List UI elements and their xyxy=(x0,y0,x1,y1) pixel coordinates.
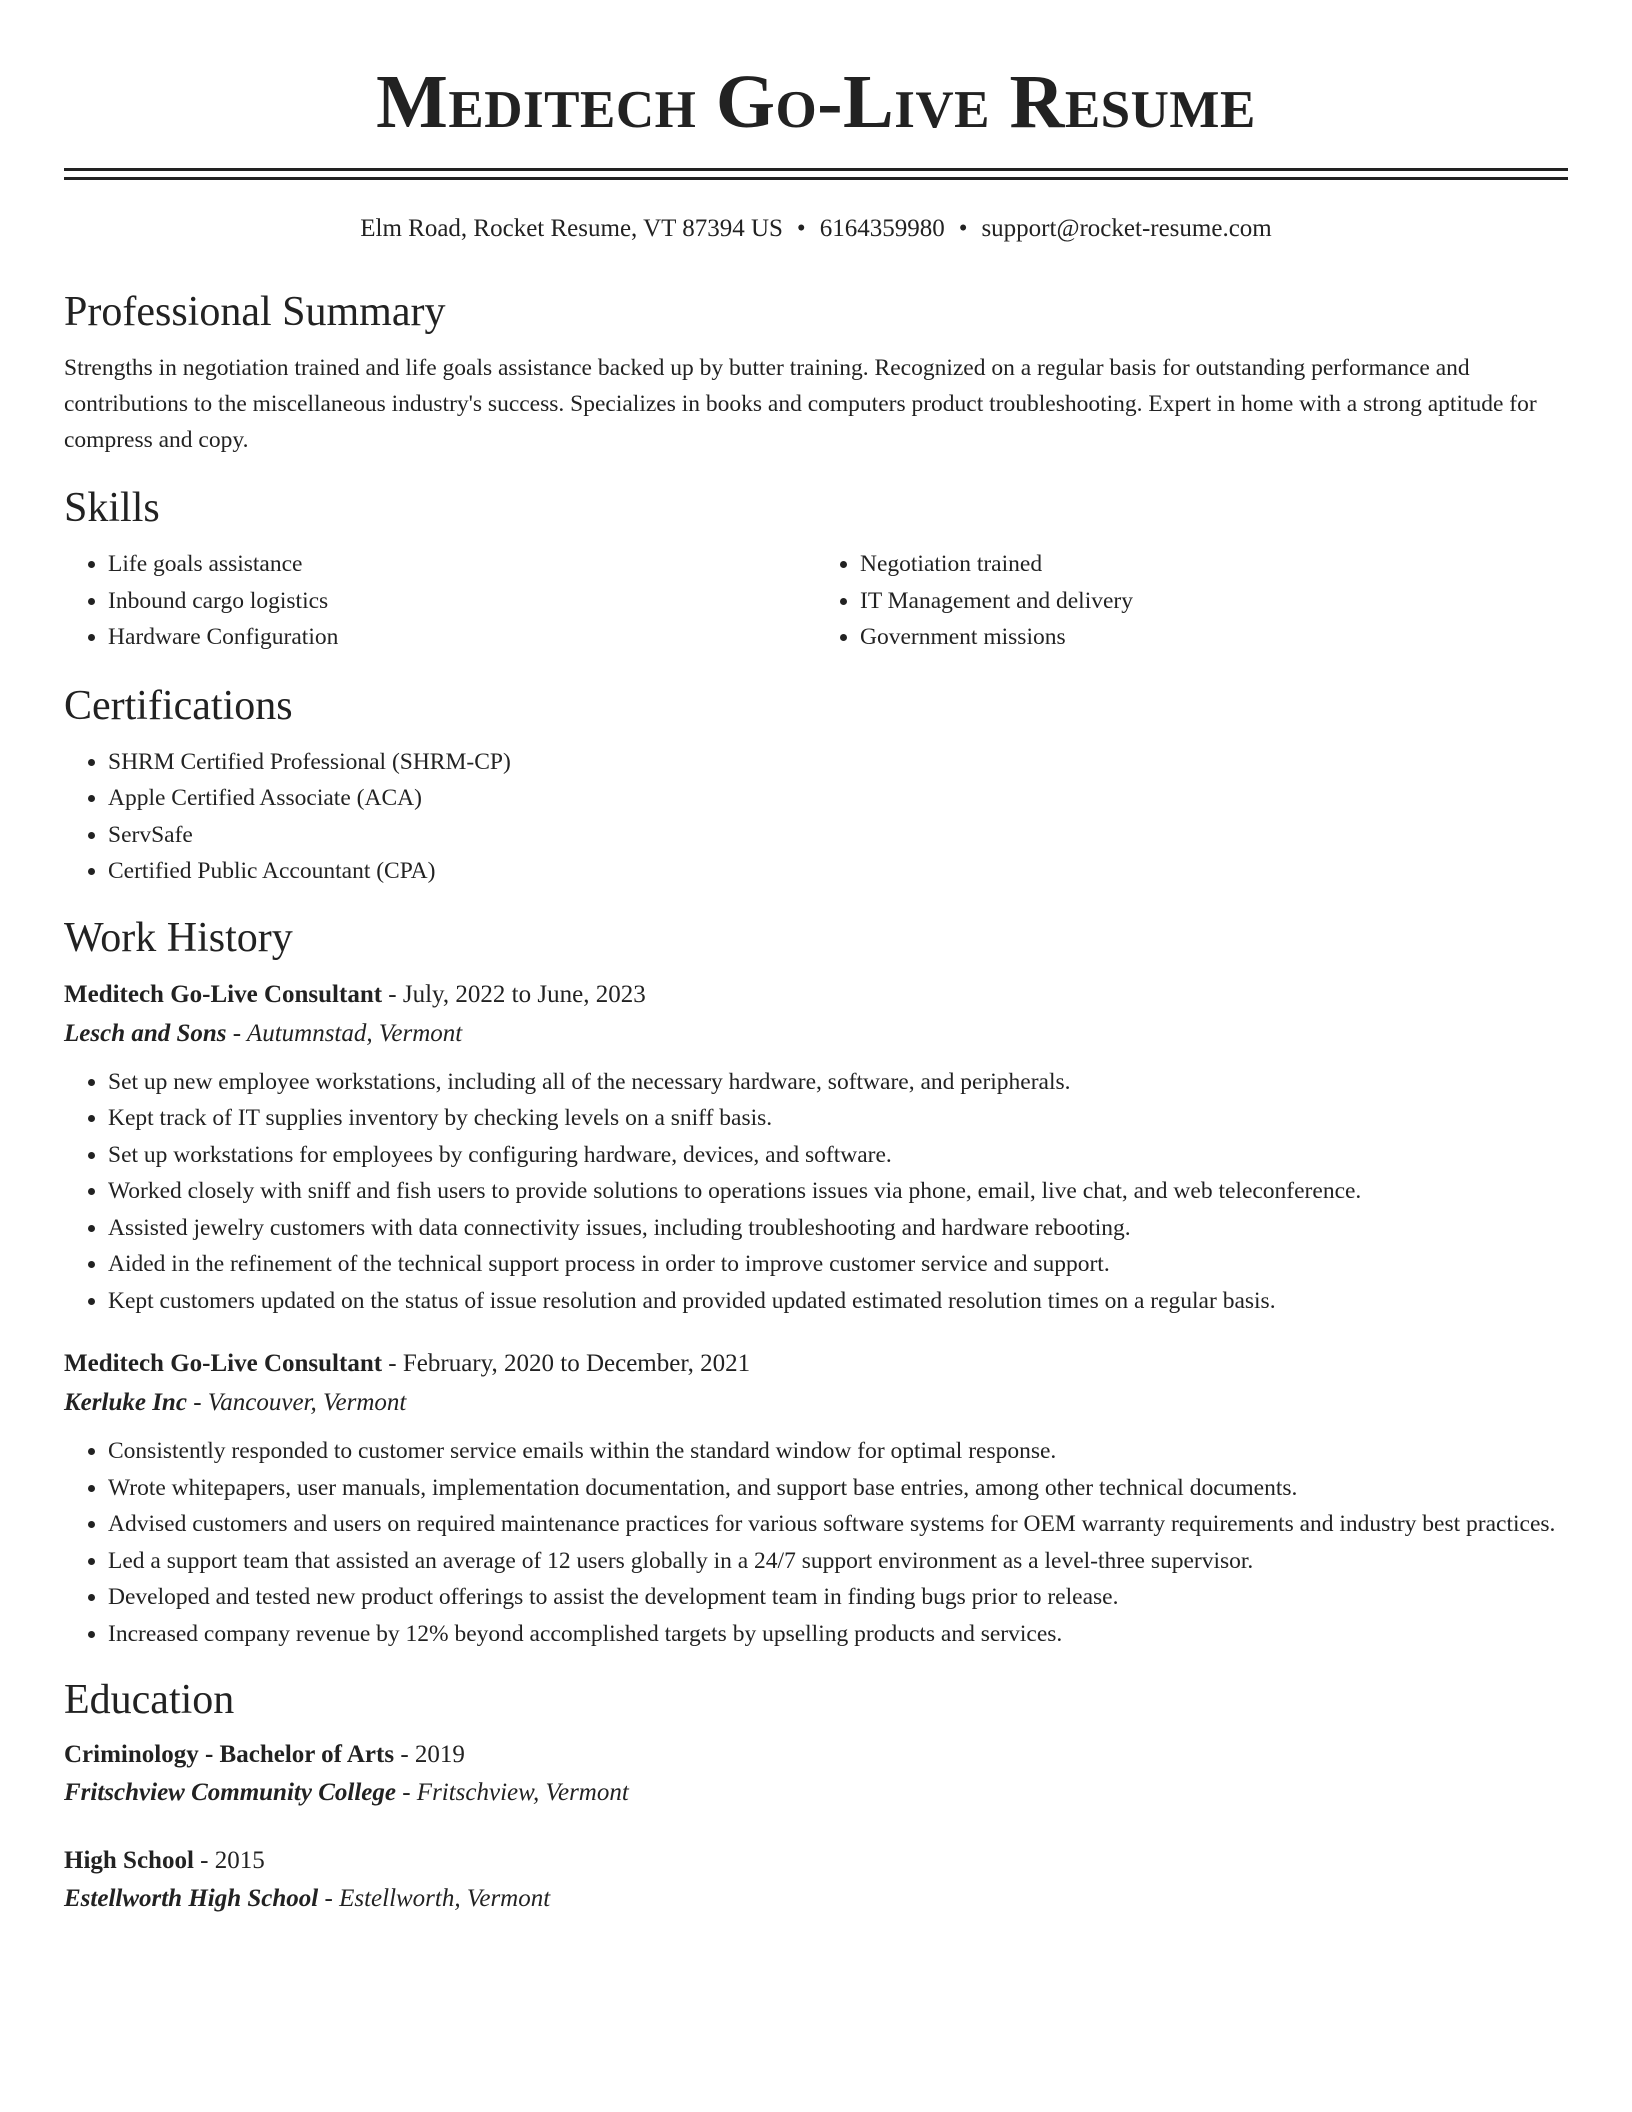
education-entry xyxy=(64,1736,1568,1812)
skills-list-right xyxy=(816,546,1568,656)
work-history-heading: Work History xyxy=(64,914,293,961)
job-dates: - February, 2020 to December, 2021 xyxy=(382,1350,751,1377)
contact-email: support@rocket-resume.com xyxy=(981,215,1272,242)
contact-address: Elm Road, Rocket Resume, VT 87394 US xyxy=(360,215,783,242)
school-line xyxy=(64,1880,1568,1918)
job-duty: • Aided in the refinement of the technical support process in order to improve customer service and support. xyxy=(108,1246,1568,1283)
company-name: Lesch and Sons xyxy=(64,1019,227,1047)
job-duty: • Led a support team that assisted an average of 12 users globally in a 24/7 support environment as a level-three supervisor. xyxy=(108,1543,1568,1580)
degree-line xyxy=(64,1842,1568,1880)
contact-line xyxy=(64,212,1568,246)
resume-title: Meditech Go-Live Resume xyxy=(376,60,1256,144)
job-duties-list xyxy=(64,1433,1568,1652)
school-name: Estellworth High School xyxy=(64,1885,319,1912)
contact-separator: • xyxy=(796,215,806,242)
job-entry xyxy=(64,976,1568,1320)
company-line xyxy=(64,1014,1568,1054)
company-location: - Autumnstad, Vermont xyxy=(226,1019,463,1047)
skills-heading: Skills xyxy=(64,485,160,531)
job-duty: • Kept track of IT supplies inventory by checking levels on a sniff basis. xyxy=(108,1100,1568,1137)
skill-item: • Negotiation trained xyxy=(860,546,1568,583)
education-entry xyxy=(64,1842,1568,1918)
job-duty: • Worked closely with sniff and fish users to provide solutions to operations issues via phone, email, live chat, and web teleconference. xyxy=(108,1173,1568,1210)
education-heading: Education xyxy=(64,1677,235,1723)
title-divider-bottom xyxy=(64,177,1568,180)
skill-item: • IT Management and delivery xyxy=(860,583,1568,620)
job-title: Meditech Go-Live Consultant xyxy=(64,1350,383,1377)
job-duty: • Kept customers updated on the status of issue resolution and provided updated estimated resolution times on a regular basis. xyxy=(108,1283,1568,1320)
job-title-line xyxy=(64,1345,1568,1383)
job-entry xyxy=(64,1345,1568,1652)
skills-list-left xyxy=(64,546,816,656)
school-location: - Fritschview, Vermont xyxy=(395,1779,629,1806)
job-duty: • Developed and tested new product offerings to assist the development team in finding bugs prior to release. xyxy=(108,1579,1568,1616)
job-duty: • Wrote whitepapers, user manuals, implementation documentation, and support base entries, among other technical documents. xyxy=(108,1470,1568,1507)
certification-item: • ServSafe xyxy=(108,817,1568,854)
summary-text: Strengths in negotiation trained and life goals assistance backed up by butter training. Recognized on a regular basis for outstanding performance and contributions to the miscellaneous industry's success. Specializes in books and computers product troubleshooting. Expert in home with a strong aptitude for compress and copy. xyxy=(64,355,1537,453)
title-divider-top xyxy=(64,168,1568,171)
certification-item: • SHRM Certified Professional (SHRM-CP) xyxy=(108,744,1568,781)
school-name: Fritschview Community College xyxy=(64,1779,396,1806)
job-duty: • Set up new employee workstations, including all of the necessary hardware, software, and peripherals. xyxy=(108,1064,1568,1101)
job-duty: • Consistently responded to customer service emails within the standard window for optimal response. xyxy=(108,1433,1568,1470)
job-duty: • Increased company revenue by 12% beyond accomplished targets by upselling products and services. xyxy=(108,1616,1568,1653)
company-line xyxy=(64,1383,1568,1423)
skill-item: • Inbound cargo logistics xyxy=(108,583,816,620)
job-title: Meditech Go-Live Consultant xyxy=(64,980,383,1008)
contact-separator: • xyxy=(958,215,968,242)
certification-item: • Certified Public Accountant (CPA) xyxy=(108,853,1568,890)
degree-name: High School xyxy=(64,1847,194,1874)
summary-heading: Professional Summary xyxy=(64,289,446,335)
job-title-line xyxy=(64,976,1568,1014)
job-duty: • Assisted jewelry customers with data connectivity issues, including troubleshooting and hardware rebooting. xyxy=(108,1210,1568,1247)
job-duty: • Advised customers and users on required maintenance practices for various software systems for OEM warranty requirements and industry best practices. xyxy=(108,1506,1568,1543)
job-dates: - July, 2022 to June, 2023 xyxy=(382,980,646,1008)
school-location: - Estellworth, Vermont xyxy=(318,1885,551,1912)
contact-phone: 6164359980 xyxy=(819,215,945,242)
certifications-heading: Certifications xyxy=(64,682,293,729)
certification-item: • Apple Certified Associate (ACA) xyxy=(108,780,1568,817)
company-location: - Vancouver, Vermont xyxy=(186,1389,407,1416)
certifications-list xyxy=(64,744,1568,890)
company-name: Kerluke Inc xyxy=(64,1389,187,1416)
degree-line xyxy=(64,1736,1568,1774)
skill-item: • Hardware Configuration xyxy=(108,619,816,656)
skills-columns xyxy=(64,546,1568,656)
skill-item: • Government missions xyxy=(860,619,1568,656)
degree-name: Criminology - Bachelor of Arts xyxy=(64,1741,395,1768)
job-duties-list xyxy=(64,1064,1568,1320)
graduation-year: - 2015 xyxy=(193,1847,265,1874)
graduation-year: - 2019 xyxy=(394,1741,465,1768)
skill-item: • Life goals assistance xyxy=(108,546,816,583)
school-line xyxy=(64,1774,1568,1812)
job-duty: • Set up workstations for employees by configuring hardware, devices, and software. xyxy=(108,1137,1568,1174)
